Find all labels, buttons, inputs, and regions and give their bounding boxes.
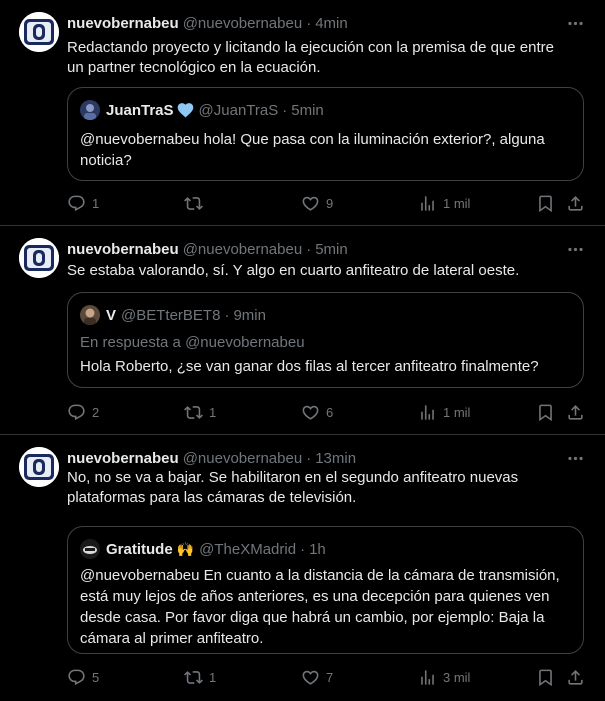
retweet-count: 1 <box>209 669 217 685</box>
quote-text-line: Hola Roberto, ¿se van ganar dos filas al tercer anfiteatro finalmente? <box>80 358 539 375</box>
quote-avatar <box>80 100 100 120</box>
quote-timestamp: 1h <box>309 540 326 558</box>
quote-text-line: @nuevobernabeu En cuanto a la distancia de la cámara de transmisión, <box>80 567 560 584</box>
share-icon <box>566 194 585 213</box>
like-button[interactable] <box>301 667 333 687</box>
quote-author-name: JuanTraS <box>106 101 174 119</box>
tweet-text-line: No, no se va a bajar. Se habilitaron en el segundo anfiteatro nuevas <box>67 469 519 486</box>
retweet-button[interactable] <box>184 402 216 422</box>
tweet-header <box>67 448 585 468</box>
views-icon <box>418 668 437 687</box>
tweet-actions <box>67 193 585 213</box>
quote-header <box>80 99 324 121</box>
tweet[interactable] <box>0 0 605 226</box>
like-count: 7 <box>326 669 334 685</box>
retweet-icon <box>184 668 203 687</box>
author-name[interactable]: nuevobernabeu <box>67 240 179 258</box>
tweet-text-line: Se estaba valorando, sí. Y algo en cuarto anfiteatro de lateral oeste. <box>67 262 520 279</box>
bookmark-button[interactable] <box>536 667 555 687</box>
tweet-text <box>67 261 583 281</box>
tweet-text-line: un partner tecnológico en la ecuación. <box>67 59 321 76</box>
like-button[interactable] <box>301 402 333 422</box>
bookmark-icon <box>536 403 555 422</box>
share-icon <box>566 403 585 422</box>
quote-text-line: noticia? <box>80 152 132 169</box>
gratitude-avatar-icon <box>80 539 100 559</box>
juantras-avatar-icon <box>80 100 100 120</box>
quote-text <box>80 356 571 377</box>
tweet-text-line: plataformas para las cámaras de televisión. <box>67 489 357 506</box>
author-handle[interactable]: @nuevobernabeu <box>182 14 303 32</box>
quote-header <box>80 538 326 560</box>
author-handle[interactable]: @nuevobernabeu <box>182 240 303 258</box>
separator-dot: · <box>306 14 312 32</box>
share-button[interactable] <box>566 667 585 687</box>
like-button[interactable] <box>301 193 333 213</box>
avatar[interactable] <box>19 447 59 487</box>
views-button[interactable] <box>418 667 470 687</box>
quote-text <box>80 565 571 649</box>
like-count: 9 <box>326 195 334 211</box>
reply-button[interactable] <box>67 667 99 687</box>
quoted-tweet[interactable] <box>67 292 584 388</box>
bookmark-button[interactable] <box>536 193 555 213</box>
reply-count: 5 <box>92 669 100 685</box>
like-icon <box>301 668 320 687</box>
bookmark-icon <box>536 668 555 687</box>
share-button[interactable] <box>566 193 585 213</box>
retweet-icon <box>184 194 203 213</box>
retweet-icon <box>184 403 203 422</box>
reply-button[interactable] <box>67 193 99 213</box>
like-icon <box>301 403 320 422</box>
quote-header <box>80 304 266 326</box>
reply-count: 2 <box>92 404 100 420</box>
more-options-icon[interactable] <box>565 448 585 468</box>
share-button[interactable] <box>566 402 585 422</box>
quote-author-handle: @BETterBET8 <box>121 306 221 324</box>
reply-icon <box>67 194 86 213</box>
quote-avatar <box>80 305 100 325</box>
views-count: 3 mil <box>443 669 471 685</box>
tweet-text <box>67 38 583 78</box>
tweet-text <box>67 468 583 508</box>
retweet-button[interactable] <box>184 193 209 213</box>
views-button[interactable] <box>418 193 470 213</box>
tweet-actions <box>67 402 585 422</box>
author-handle[interactable]: @nuevobernabeu <box>182 449 303 467</box>
retweet-button[interactable] <box>184 667 216 687</box>
separator-dot: · <box>224 306 230 324</box>
views-icon <box>418 403 437 422</box>
timestamp[interactable]: 5min <box>315 240 348 258</box>
avatar[interactable] <box>19 238 59 278</box>
like-icon <box>301 194 320 213</box>
quoted-tweet[interactable] <box>67 526 584 654</box>
quote-text-line: cámara al primer anfiteatro. <box>80 630 264 647</box>
nuevobernabeu-logo-icon <box>19 238 59 278</box>
avatar[interactable] <box>19 12 59 52</box>
timestamp[interactable]: 4min <box>315 14 348 32</box>
bookmark-icon <box>536 194 555 213</box>
quote-author-handle: @JuanTraS <box>198 101 279 119</box>
blue-heart-icon <box>177 102 194 118</box>
raised-hands-icon: 🙌 <box>176 540 195 557</box>
v-avatar-icon <box>80 305 100 325</box>
tweet[interactable] <box>0 435 605 701</box>
reply-to-label[interactable]: En respuesta a @nuevobernabeu <box>80 334 305 351</box>
reply-icon <box>67 668 86 687</box>
author-name[interactable]: nuevobernabeu <box>67 14 179 32</box>
reply-count: 1 <box>92 195 100 211</box>
quote-author-name: Gratitude <box>106 540 173 558</box>
author-name[interactable]: nuevobernabeu <box>67 449 179 467</box>
views-count: 1 mil <box>443 404 471 420</box>
views-icon <box>418 194 437 213</box>
tweet-header <box>67 239 585 259</box>
quote-author-handle: @TheXMadrid <box>199 540 297 558</box>
quote-text-line: está muy lejos de años anteriores, es una decepción para quienes ven <box>80 588 550 605</box>
separator-dot: · <box>282 101 288 119</box>
tweet[interactable] <box>0 226 605 435</box>
views-button[interactable] <box>418 402 470 422</box>
quote-timestamp: 5min <box>291 101 324 119</box>
like-count: 6 <box>326 404 334 420</box>
tweet-header <box>67 13 585 33</box>
timestamp[interactable]: 13min <box>315 449 357 467</box>
reply-button[interactable] <box>67 402 99 422</box>
quote-text-line: @nuevobernabeu hola! Que pasa con la iluminación exterior?, alguna <box>80 131 545 148</box>
tweet-actions <box>67 667 585 687</box>
nuevobernabeu-logo-icon <box>19 447 59 487</box>
tweet-text-line: Redactando proyecto y licitando la ejecución con la premisa de que entre <box>67 39 554 56</box>
more-options-icon[interactable] <box>565 239 585 259</box>
quote-author-name: V <box>106 306 117 324</box>
quote-avatar <box>80 539 100 559</box>
more-options-icon[interactable] <box>565 13 585 33</box>
views-count: 1 mil <box>443 195 471 211</box>
separator-dot: · <box>300 540 306 558</box>
retweet-count: 1 <box>209 404 217 420</box>
quoted-tweet[interactable] <box>67 87 584 181</box>
quote-text-line: desde casa. Por favor diga que habrá un cambio, por ejemplo: Baja la <box>80 609 545 626</box>
bookmark-button[interactable] <box>536 402 555 422</box>
reply-icon <box>67 403 86 422</box>
quote-text <box>80 129 571 171</box>
separator-dot: · <box>306 240 312 258</box>
separator-dot: · <box>306 449 312 467</box>
nuevobernabeu-logo-icon <box>19 12 59 52</box>
share-icon <box>566 668 585 687</box>
quote-timestamp: 9min <box>233 306 266 324</box>
